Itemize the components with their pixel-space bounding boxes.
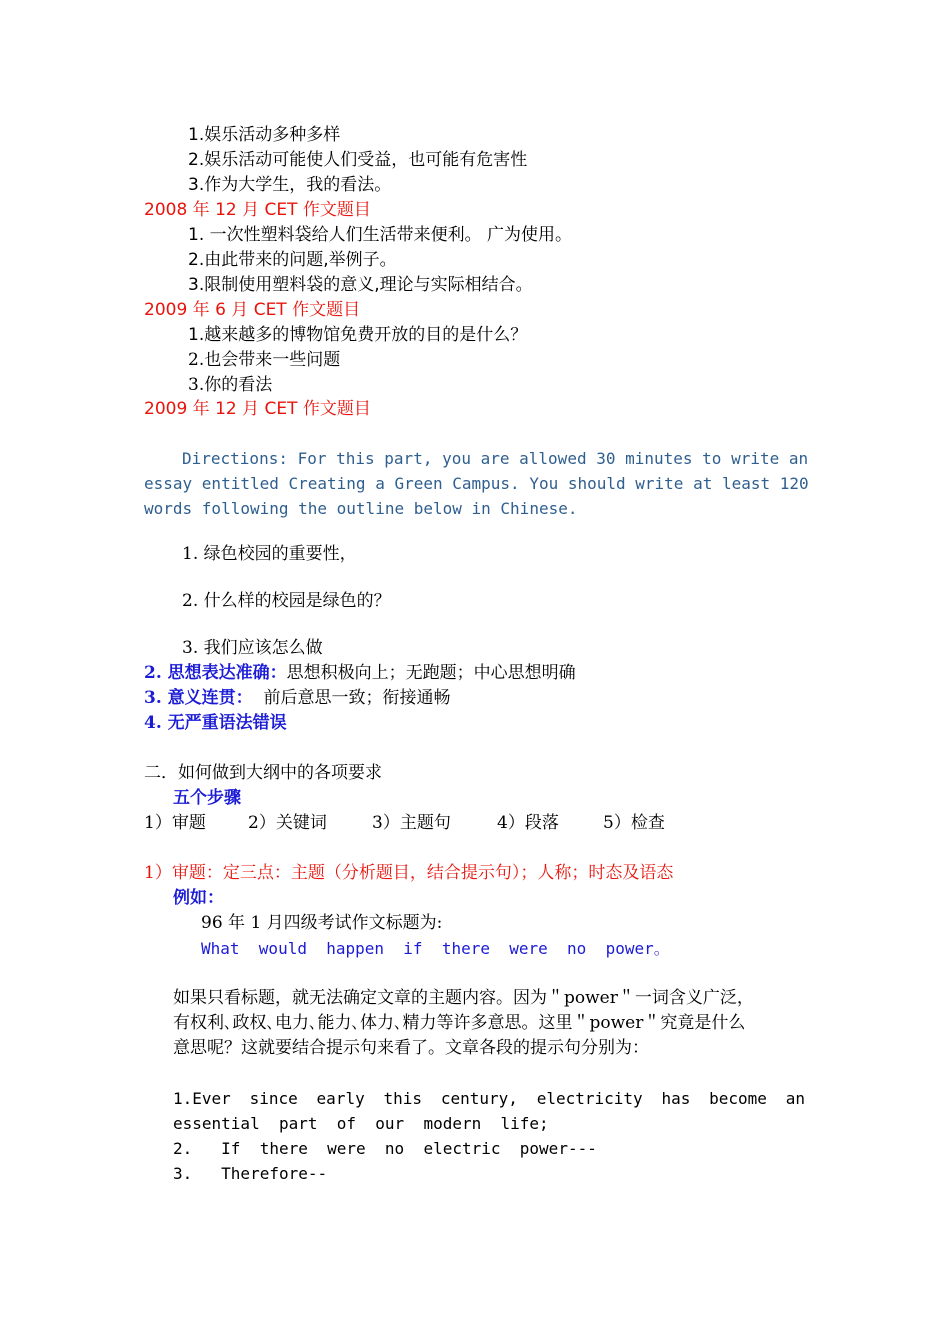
- criterion-label: 2. 思想表达准确：: [144, 663, 287, 683]
- explanation-line: 如果只看标题，就无法确定文章的主题内容。因为＂power＂一词含义广泛，: [173, 988, 754, 1008]
- topic-item: 1.越来越多的博物馆免费开放的目的是什么？: [188, 325, 528, 345]
- directions-line: Directions: For this part, you are allowed 30 minutes to write an: [182, 449, 809, 468]
- part-two-heading: 二．如何做到大纲中的各项要求: [144, 763, 382, 783]
- section-heading-2009-06: 2009 年 6 月 CET 作文题目: [144, 300, 361, 320]
- explanation-line: 有权利､政权､电力､能力､体力､精力等许多意思。这里＂power＂究竟是什么: [173, 1013, 746, 1033]
- step-item: 4）段落: [497, 813, 559, 833]
- step-item: 1）审题: [144, 813, 206, 833]
- outline-item: 2. 什么样的校园是绿色的？: [182, 591, 391, 611]
- explanation-line: 意思呢？这就要结合提示句来看了。文章各段的提示句分别为：: [173, 1038, 649, 1058]
- prompt-line: 1.Ever since early this century, electricity has become an: [173, 1089, 805, 1108]
- topic-item: 3.作为大学生，我的看法。: [188, 175, 392, 195]
- outline-item: 1. 绿色校园的重要性，: [182, 544, 357, 564]
- outline-item: 3. 我们应该怎么做: [182, 638, 323, 658]
- directions-line: words following the outline below in Chinese.: [144, 499, 578, 518]
- example-label: 例如：: [173, 888, 224, 908]
- prompt-line: essential part of our modern life;: [173, 1114, 549, 1133]
- criterion-text: 思想积极向上；无跑题；中心思想明确: [286, 663, 576, 683]
- topic-item: 1. 一次性塑料袋给人们生活带来便利。 广为使用。: [188, 225, 573, 245]
- example-intro: 96 年 1 月四级考试作文标题为:: [201, 913, 443, 933]
- topic-item: 3.限制使用塑料袋的意义,理论与实际相结合。: [188, 275, 533, 295]
- criterion-label: 3. 意义连贯：: [144, 688, 253, 708]
- criterion-item: [144, 661, 576, 686]
- topic-item: 2.娱乐活动可能使人们受益，也可能有危害性: [188, 150, 528, 170]
- topic-item: 2.也会带来一些问题: [188, 350, 341, 370]
- prompt-line: 2. If there were no electric power---: [173, 1139, 597, 1158]
- step-item: 3）主题句: [372, 813, 451, 833]
- section-heading-2008-12: 2008 年 12 月 CET 作文题目: [144, 200, 371, 220]
- example-title: What would happen if there were no power。: [201, 939, 670, 958]
- topic-item: 2.由此带来的问题,举例子。: [188, 250, 397, 270]
- criterion-text: 前后意思一致；衔接通畅: [252, 688, 451, 708]
- criterion-item: [144, 686, 450, 711]
- criterion-label: 4. 无严重语法错误: [144, 713, 287, 733]
- step1-title: 1）审题：定三点：主题（分析题目，结合提示句）；人称；时态及语态: [144, 863, 674, 883]
- topic-item: 1.娱乐活动多种多样: [188, 125, 341, 145]
- section-heading-2009-12: 2009 年 12 月 CET 作文题目: [144, 399, 371, 419]
- steps-title: 五个步骤: [173, 788, 241, 808]
- step-item: 2）关键词: [248, 813, 327, 833]
- step-item: 5）检查: [603, 813, 665, 833]
- directions-line: essay entitled Creating a Green Campus. You should write at least 120: [144, 474, 809, 493]
- criterion-item: [144, 711, 287, 736]
- prompt-line: 3. Therefore--: [173, 1164, 328, 1183]
- topic-item: 3.你的看法: [188, 375, 273, 395]
